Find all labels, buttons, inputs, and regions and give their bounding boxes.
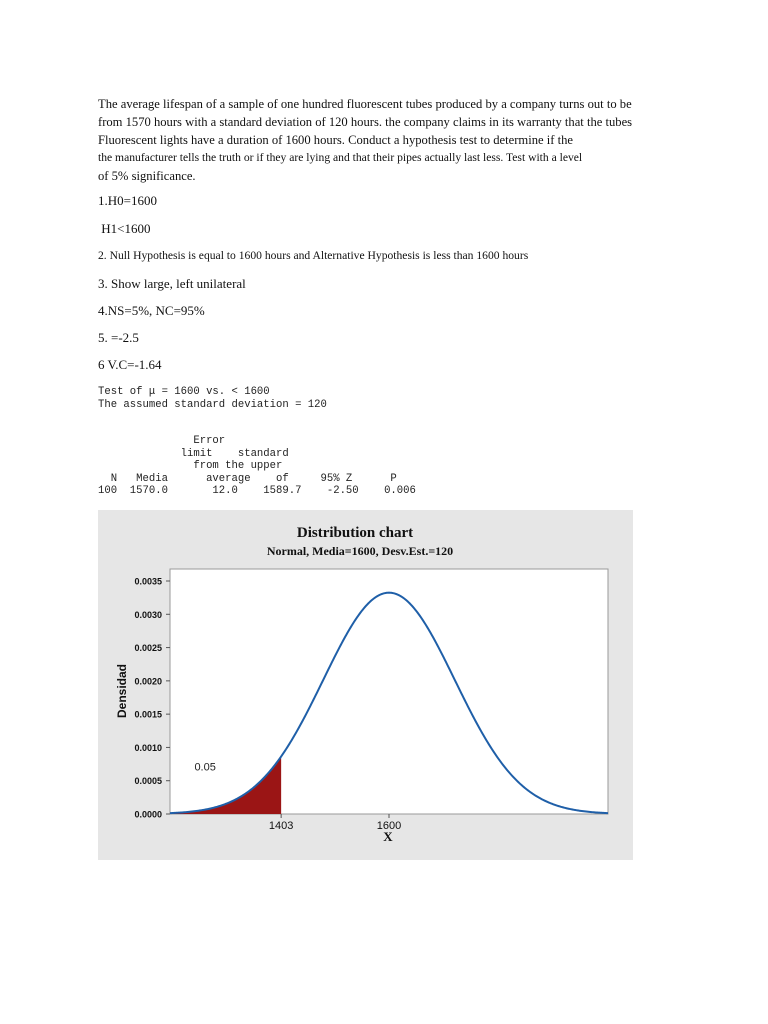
step-3-test-type: 3. Show large, left unilateral xyxy=(98,276,246,291)
y-tick-label: 0.0020 xyxy=(134,676,162,687)
x-tick-label: 1600 xyxy=(376,820,402,832)
y-axis xyxy=(134,577,170,820)
results-table: Error limit standard from the upper N Media average of 95% Z P 100 1570.0 12.0 1589.7 -2.50 0.006 xyxy=(98,435,416,498)
step-6-critical-value: 6 V.C=-1.64 xyxy=(98,357,162,372)
y-tick-label: 0.0035 xyxy=(134,576,162,587)
problem-line: from 1570 hours with a standard deviation of 120 hours. the company claims in its warranty that the tubes xyxy=(98,115,633,129)
distribution-chart xyxy=(98,510,633,860)
problem-line: the manufacturer tells the truth or if they are lying and that their pipes actually last less. Test with a level xyxy=(98,151,583,164)
plot-area xyxy=(170,569,608,814)
step-1-alt-hypothesis: H1<1600 xyxy=(98,221,151,236)
step-2-description: 2. Null Hypothesis is equal to 1600 hours and Alternative Hypothesis is less than 1600 hours xyxy=(98,249,529,262)
y-axis-label: Densidad xyxy=(115,663,129,719)
x-axis-label: X xyxy=(383,829,393,844)
problem-line: Fluorescent lights have a duration of 1600 hours. Conduct a hypothesis test to determine if the xyxy=(98,133,573,147)
tail-area-label: 0.05 xyxy=(194,761,216,774)
y-tick-label: 0.0000 xyxy=(134,809,162,820)
problem-line: of 5% significance. xyxy=(98,169,196,183)
y-tick-label: 0.0030 xyxy=(134,609,162,620)
step-1-null-hypothesis: 1.H0=1600 xyxy=(98,193,157,208)
y-tick-label: 0.0025 xyxy=(134,643,162,654)
distribution-chart-svg xyxy=(98,510,633,860)
y-tick-label: 0.0005 xyxy=(134,776,162,787)
step-4-significance: 4.NS=5%, NC=95% xyxy=(98,303,205,318)
y-tick-label: 0.0010 xyxy=(134,742,162,753)
x-tick-label: 1403 xyxy=(268,820,294,832)
step-5-statistic: 5. =-2.5 xyxy=(98,330,139,345)
x-axis xyxy=(269,814,401,832)
test-header-line: Test of μ = 1600 vs. < 1600 xyxy=(98,386,270,398)
problem-line: The average lifespan of a sample of one hundred fluorescent tubes produced by a company turns out to be xyxy=(98,97,632,111)
chart-subtitle: Normal, Media=1600, Desv.Est.=120 xyxy=(266,544,454,558)
chart-title: Distribution chart xyxy=(296,525,414,541)
problem-statement xyxy=(98,95,673,185)
y-tick-label: 0.0015 xyxy=(134,709,162,720)
assumed-sd-line: The assumed standard deviation = 120 xyxy=(98,399,327,411)
